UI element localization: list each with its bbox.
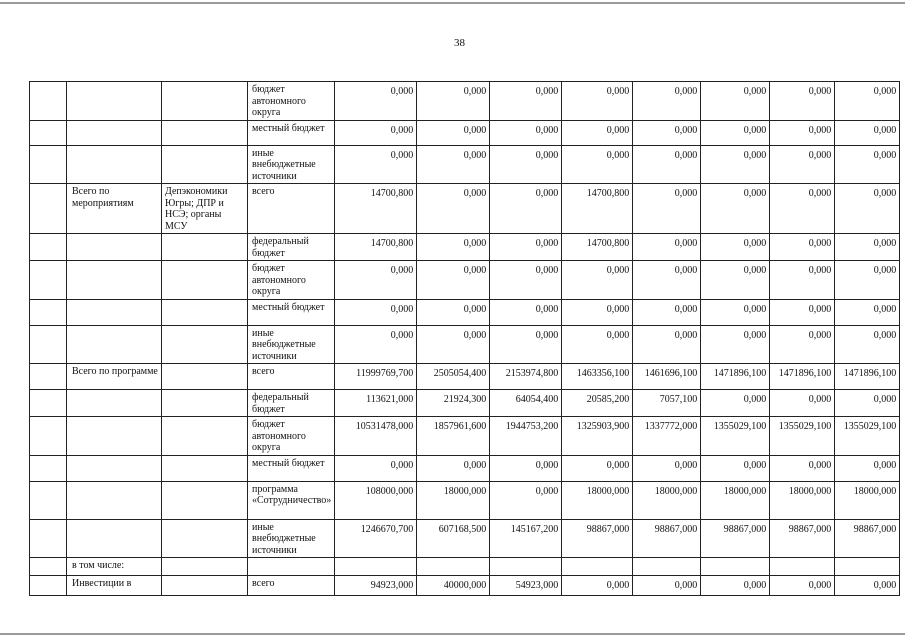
value-cell: 0,000 [490, 184, 562, 234]
value-cell: 1944753,200 [490, 417, 562, 456]
value-cell: 0,000 [335, 261, 417, 300]
funding-source: бюджет автономного округа [248, 82, 335, 121]
value-cell [417, 558, 490, 576]
index-cell [30, 184, 67, 234]
responsible-cell [162, 234, 248, 261]
value-cell: 98867,000 [770, 519, 835, 558]
value-cell: 0,000 [633, 145, 701, 184]
responsible-cell [162, 325, 248, 364]
value-cell: 1471896,100 [770, 364, 835, 390]
value-cell: 21924,300 [417, 390, 490, 417]
value-cell: 0,000 [835, 261, 900, 300]
value-cell: 14700,800 [335, 234, 417, 261]
value-cell: 0,000 [633, 120, 701, 145]
value-cell [490, 558, 562, 576]
value-cell: 0,000 [633, 184, 701, 234]
value-cell: 14700,800 [562, 184, 633, 234]
value-cell: 0,000 [770, 455, 835, 481]
value-cell: 0,000 [562, 325, 633, 364]
value-cell: 0,000 [490, 234, 562, 261]
row-label [67, 481, 162, 519]
value-cell: 0,000 [835, 145, 900, 184]
value-cell: 0,000 [633, 299, 701, 325]
responsible-cell [162, 481, 248, 519]
value-cell: 0,000 [490, 145, 562, 184]
value-cell: 1337772,000 [633, 417, 701, 456]
value-cell: 0,000 [417, 234, 490, 261]
responsible-cell [162, 82, 248, 121]
value-cell: 0,000 [417, 261, 490, 300]
value-cell: 54923,000 [490, 576, 562, 596]
row-label: в том числе: [67, 558, 162, 576]
value-cell: 0,000 [701, 82, 770, 121]
index-cell [30, 417, 67, 456]
value-cell: 20585,200 [562, 390, 633, 417]
value-cell: 145167,200 [490, 519, 562, 558]
value-cell: 14700,800 [335, 184, 417, 234]
responsible-cell [162, 417, 248, 456]
funding-source: местный бюджет [248, 120, 335, 145]
funding-source: всего [248, 576, 335, 596]
index-cell [30, 82, 67, 121]
row-label [67, 519, 162, 558]
value-cell [562, 558, 633, 576]
index-cell [30, 455, 67, 481]
value-cell: 0,000 [417, 325, 490, 364]
value-cell: 0,000 [770, 299, 835, 325]
row-label [67, 417, 162, 456]
value-cell: 0,000 [335, 120, 417, 145]
value-cell: 0,000 [490, 82, 562, 121]
row-label [67, 299, 162, 325]
value-cell: 0,000 [701, 145, 770, 184]
value-cell: 0,000 [335, 145, 417, 184]
table-row [30, 519, 900, 558]
value-cell: 0,000 [562, 576, 633, 596]
value-cell: 0,000 [417, 145, 490, 184]
responsible-cell [162, 576, 248, 596]
index-cell [30, 261, 67, 300]
value-cell: 0,000 [562, 82, 633, 121]
value-cell: 0,000 [562, 455, 633, 481]
budget-table [29, 81, 900, 596]
row-label [67, 261, 162, 300]
value-cell: 64054,400 [490, 390, 562, 417]
value-cell: 0,000 [490, 455, 562, 481]
table-row [30, 417, 900, 456]
index-cell [30, 576, 67, 596]
value-cell: 0,000 [417, 120, 490, 145]
table-row [30, 261, 900, 300]
value-cell: 1355029,100 [770, 417, 835, 456]
value-cell: 0,000 [335, 455, 417, 481]
responsible-cell [162, 390, 248, 417]
value-cell: 0,000 [633, 325, 701, 364]
value-cell: 607168,500 [417, 519, 490, 558]
value-cell: 0,000 [633, 576, 701, 596]
value-cell: 0,000 [770, 576, 835, 596]
value-cell: 18000,000 [701, 481, 770, 519]
value-cell: 40000,000 [417, 576, 490, 596]
value-cell: 1471896,100 [835, 364, 900, 390]
row-label [67, 325, 162, 364]
value-cell: 18000,000 [562, 481, 633, 519]
value-cell: 18000,000 [835, 481, 900, 519]
funding-source: местный бюджет [248, 455, 335, 481]
table-row [30, 234, 900, 261]
value-cell [835, 558, 900, 576]
value-cell: 0,000 [770, 145, 835, 184]
value-cell: 0,000 [417, 299, 490, 325]
index-cell [30, 234, 67, 261]
responsible-cell: Депэкономики Югры; ДПР и НСЭ; органы МСУ [162, 184, 248, 234]
value-cell: 113621,000 [335, 390, 417, 417]
value-cell: 0,000 [835, 299, 900, 325]
responsible-cell [162, 261, 248, 300]
table-row [30, 299, 900, 325]
value-cell: 0,000 [835, 455, 900, 481]
page-number: 38 [454, 37, 465, 49]
value-cell: 98867,000 [562, 519, 633, 558]
value-cell: 0,000 [490, 120, 562, 145]
value-cell: 0,000 [562, 145, 633, 184]
value-cell: 0,000 [770, 82, 835, 121]
value-cell: 0,000 [335, 325, 417, 364]
funding-source: иные внебюджетные источники [248, 325, 335, 364]
responsible-cell [162, 364, 248, 390]
index-cell [30, 120, 67, 145]
value-cell: 2505054,400 [417, 364, 490, 390]
value-cell: 98867,000 [701, 519, 770, 558]
table-row [30, 82, 900, 121]
value-cell: 0,000 [417, 184, 490, 234]
index-cell [30, 364, 67, 390]
funding-source: федеральный бюджет [248, 390, 335, 417]
value-cell: 0,000 [770, 390, 835, 417]
value-cell: 0,000 [701, 325, 770, 364]
value-cell: 98867,000 [633, 519, 701, 558]
value-cell: 2153974,800 [490, 364, 562, 390]
value-cell: 0,000 [633, 455, 701, 481]
funding-source: иные внебюджетные источники [248, 145, 335, 184]
index-cell [30, 481, 67, 519]
value-cell: 0,000 [835, 234, 900, 261]
value-cell: 0,000 [835, 184, 900, 234]
responsible-cell [162, 145, 248, 184]
value-cell: 0,000 [701, 261, 770, 300]
scan-line-bottom [0, 633, 905, 635]
funding-source: бюджет автономного округа [248, 417, 335, 456]
index-cell [30, 390, 67, 417]
value-cell: 0,000 [417, 455, 490, 481]
value-cell: 18000,000 [633, 481, 701, 519]
table-row [30, 390, 900, 417]
value-cell [633, 558, 701, 576]
responsible-cell [162, 519, 248, 558]
value-cell [335, 558, 417, 576]
funding-source: местный бюджет [248, 299, 335, 325]
row-label [67, 82, 162, 121]
table-row [30, 120, 900, 145]
value-cell: 1463356,100 [562, 364, 633, 390]
funding-source: программа «Сотрудничество» [248, 481, 335, 519]
value-cell: 0,000 [633, 261, 701, 300]
value-cell: 1355029,100 [835, 417, 900, 456]
responsible-cell [162, 120, 248, 145]
value-cell: 0,000 [562, 261, 633, 300]
value-cell: 0,000 [770, 261, 835, 300]
value-cell: 1471896,100 [701, 364, 770, 390]
value-cell: 1325903,900 [562, 417, 633, 456]
value-cell: 0,000 [701, 455, 770, 481]
index-cell [30, 145, 67, 184]
value-cell: 7057,100 [633, 390, 701, 417]
value-cell: 14700,800 [562, 234, 633, 261]
value-cell: 0,000 [490, 481, 562, 519]
value-cell: 0,000 [701, 120, 770, 145]
responsible-cell [162, 455, 248, 481]
value-cell: 0,000 [417, 82, 490, 121]
value-cell: 98867,000 [835, 519, 900, 558]
index-cell [30, 325, 67, 364]
value-cell: 108000,000 [335, 481, 417, 519]
value-cell: 1246670,700 [335, 519, 417, 558]
value-cell: 0,000 [835, 325, 900, 364]
value-cell: 10531478,000 [335, 417, 417, 456]
funding-source: федеральный бюджет [248, 234, 335, 261]
table-row [30, 576, 900, 596]
value-cell: 0,000 [562, 299, 633, 325]
value-cell: 0,000 [701, 299, 770, 325]
value-cell: 0,000 [835, 120, 900, 145]
value-cell: 0,000 [701, 234, 770, 261]
table-row [30, 364, 900, 390]
index-cell [30, 558, 67, 576]
value-cell [770, 558, 835, 576]
value-cell: 0,000 [335, 299, 417, 325]
scan-line-top [0, 2, 905, 4]
value-cell: 18000,000 [770, 481, 835, 519]
value-cell: 0,000 [835, 390, 900, 417]
value-cell: 0,000 [633, 82, 701, 121]
row-label: Всего по программе [67, 364, 162, 390]
row-label [67, 234, 162, 261]
responsible-cell [162, 558, 248, 576]
value-cell: 0,000 [701, 184, 770, 234]
value-cell: 1857961,600 [417, 417, 490, 456]
funding-source: всего [248, 184, 335, 234]
funding-source: всего [248, 364, 335, 390]
row-label [67, 455, 162, 481]
value-cell: 0,000 [490, 325, 562, 364]
value-cell: 0,000 [490, 261, 562, 300]
value-cell: 0,000 [701, 576, 770, 596]
value-cell: 0,000 [770, 325, 835, 364]
value-cell: 0,000 [490, 299, 562, 325]
row-label [67, 390, 162, 417]
value-cell: 11999769,700 [335, 364, 417, 390]
value-cell: 0,000 [770, 184, 835, 234]
table-row [30, 558, 900, 576]
value-cell: 0,000 [633, 234, 701, 261]
value-cell: 94923,000 [335, 576, 417, 596]
value-cell: 1461696,100 [633, 364, 701, 390]
row-label [67, 120, 162, 145]
value-cell [701, 558, 770, 576]
value-cell: 0,000 [770, 120, 835, 145]
value-cell: 0,000 [701, 390, 770, 417]
value-cell: 0,000 [562, 120, 633, 145]
value-cell: 0,000 [770, 234, 835, 261]
row-label: Всего по мероприятиям [67, 184, 162, 234]
row-label: Инвестиции в [67, 576, 162, 596]
table-row [30, 325, 900, 364]
table-row [30, 184, 900, 234]
responsible-cell [162, 299, 248, 325]
table-row [30, 455, 900, 481]
index-cell [30, 299, 67, 325]
funding-source [248, 558, 335, 576]
value-cell: 18000,000 [417, 481, 490, 519]
funding-source: бюджет автономного округа [248, 261, 335, 300]
table-row [30, 481, 900, 519]
value-cell: 1355029,100 [701, 417, 770, 456]
row-label [67, 145, 162, 184]
table-row [30, 145, 900, 184]
value-cell: 0,000 [335, 82, 417, 121]
funding-source: иные внебюджетные источники [248, 519, 335, 558]
value-cell: 0,000 [835, 576, 900, 596]
value-cell: 0,000 [835, 82, 900, 121]
index-cell [30, 519, 67, 558]
